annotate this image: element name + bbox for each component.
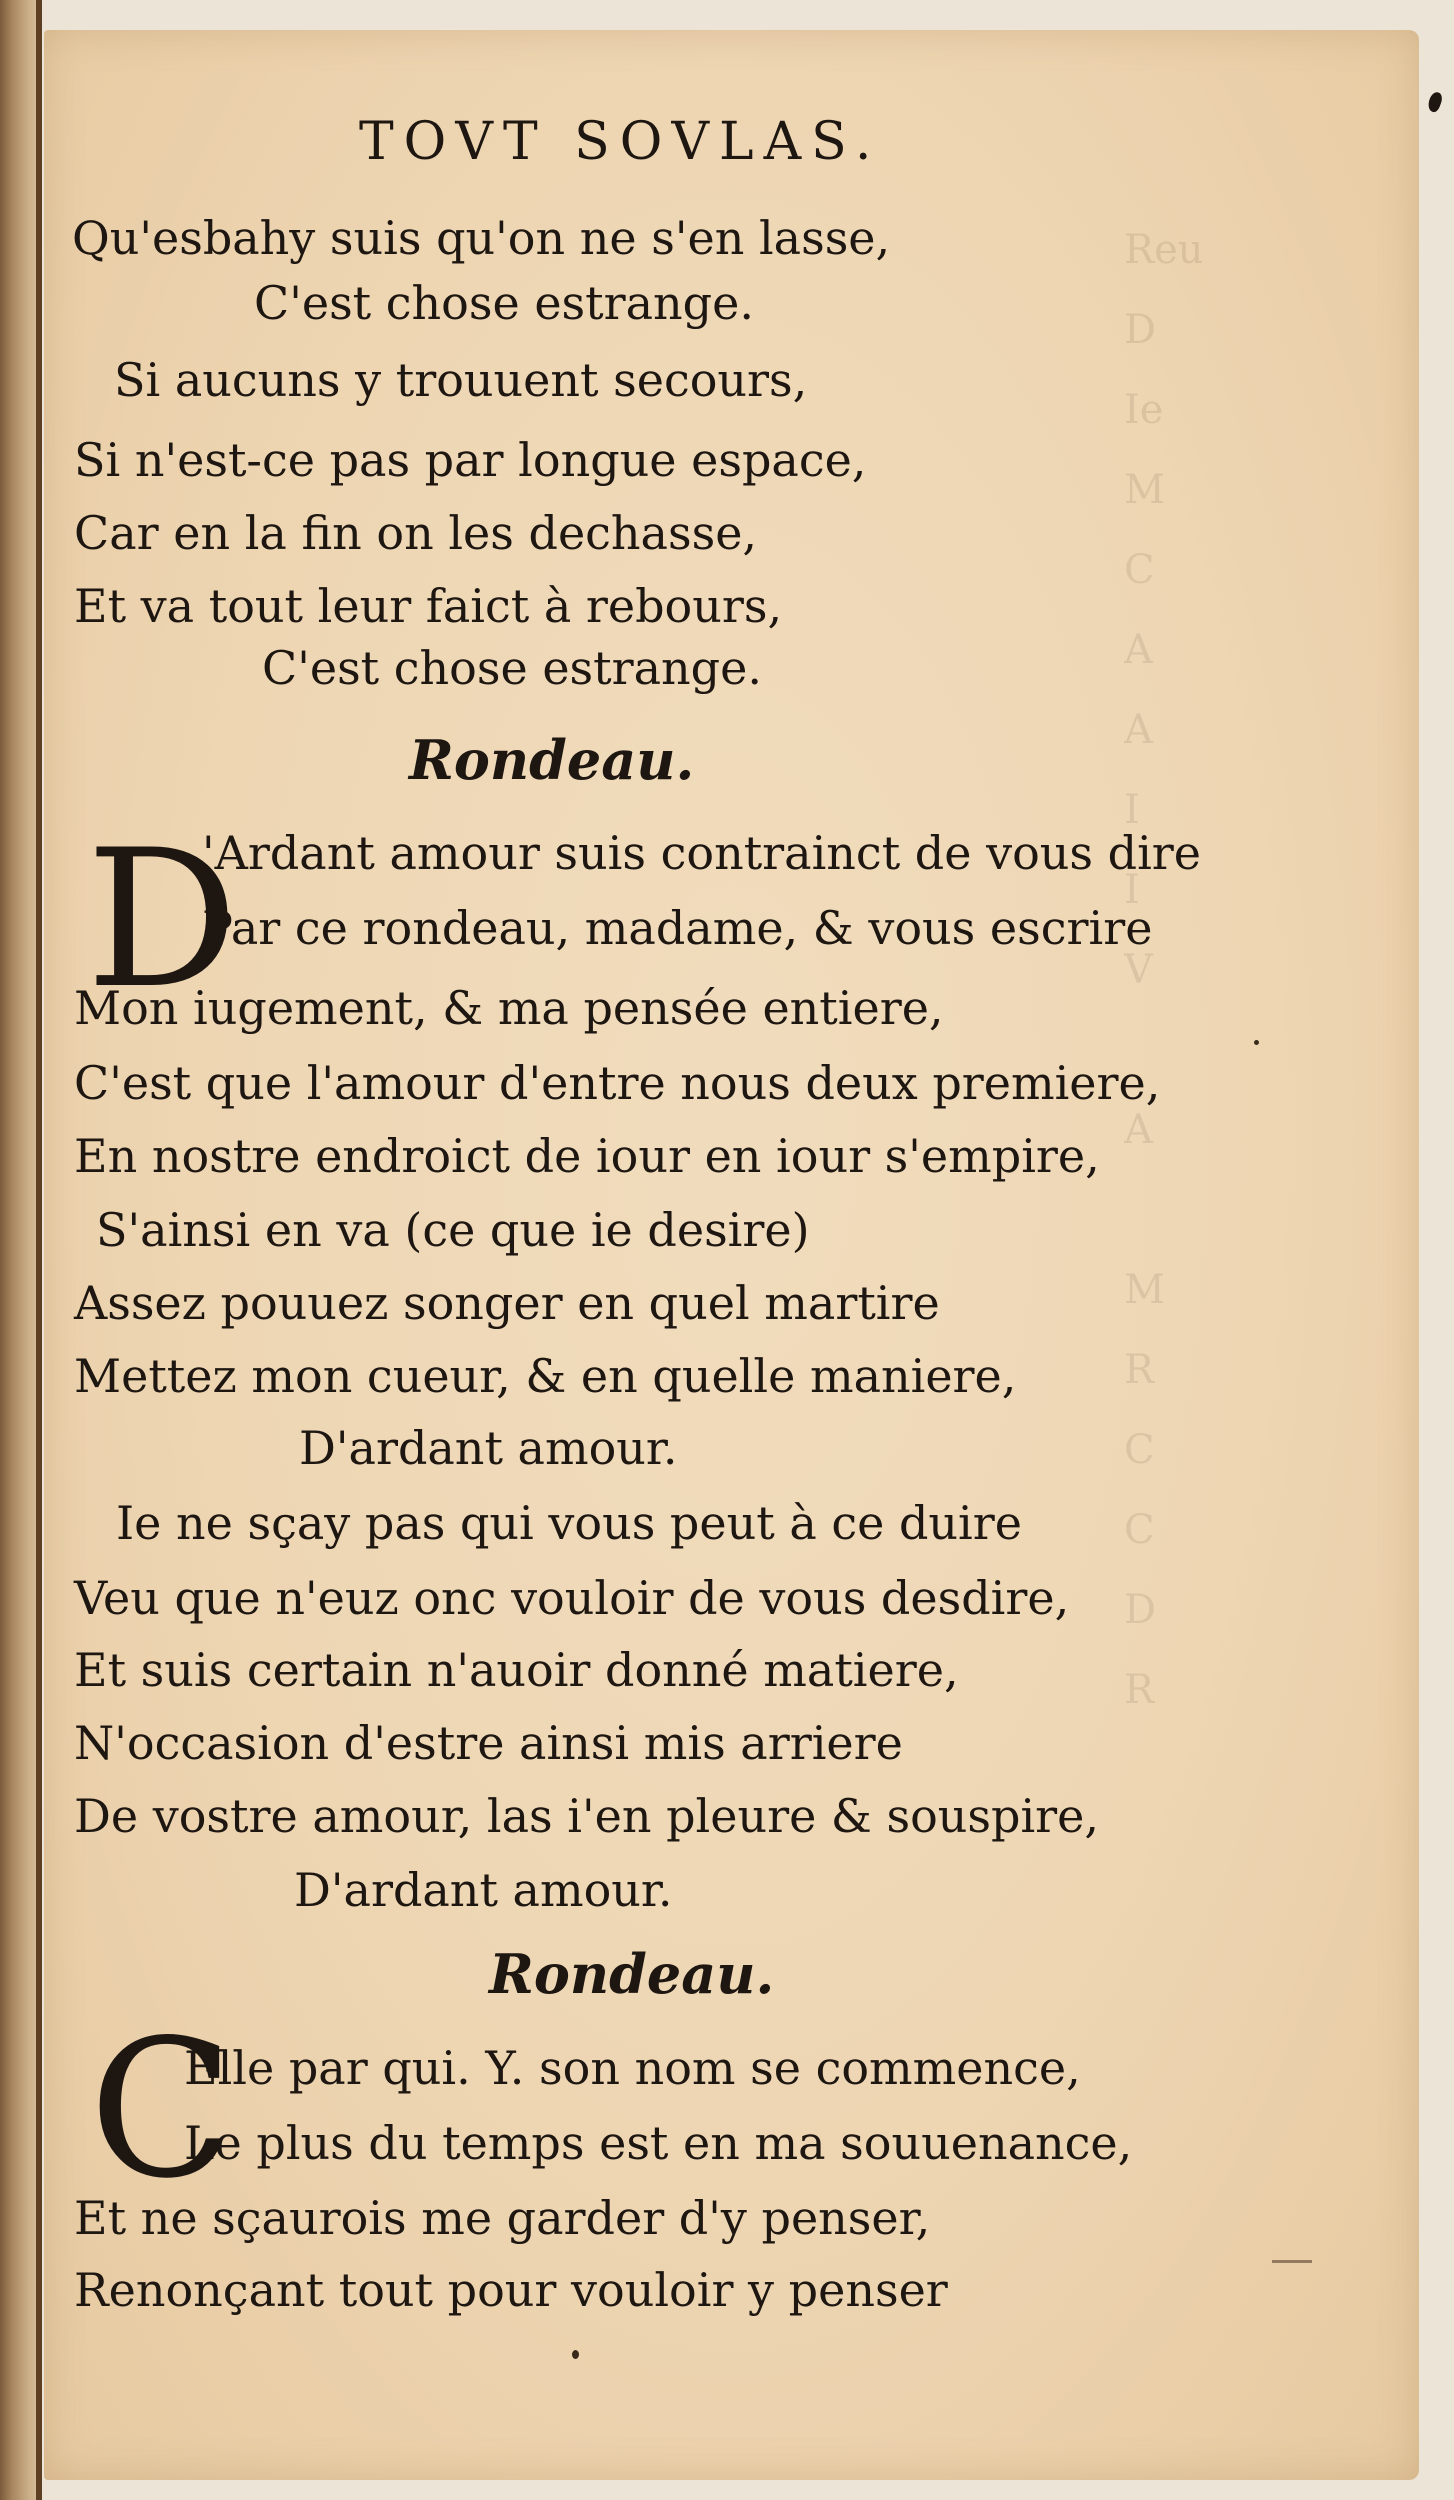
- verse-line: De vostre amour, las i'en pleure & souspire,: [74, 1789, 1100, 1843]
- ink-mark-icon: [1426, 91, 1444, 114]
- verse-line: Elle par qui. Y. son nom se commence,: [184, 2041, 1081, 2095]
- verse-line: Le plus du temps est en ma souuenance,: [184, 2116, 1133, 2170]
- verse-line: D'ardant amour.: [299, 1421, 678, 1475]
- verse-line: Si aucuns y trouuent secours,: [114, 353, 808, 407]
- verse-line: Si n'est-ce pas par longue espace,: [74, 433, 867, 487]
- verse-line: C'est chose estrange.: [262, 641, 762, 695]
- verse-line: Renonçant tout pour vouloir y penser: [74, 2263, 948, 2317]
- drop-capital: C: [89, 1999, 235, 2220]
- verse-line: 'Ardant amour suis contrainct de vous dire: [202, 826, 1201, 880]
- book-gutter: [0, 0, 40, 2500]
- book-page: [44, 30, 1419, 2480]
- verse-line: Mettez mon cueur, & en quelle maniere,: [74, 1349, 1017, 1403]
- verse-line: Assez pouuez songer en quel martire: [74, 1276, 940, 1330]
- section-heading: Rondeau.: [409, 728, 695, 792]
- verse-line: Par ce rondeau, madame, & vous escrire: [202, 901, 1153, 955]
- ink-speck: [1254, 1040, 1259, 1045]
- ink-speck: [572, 2350, 579, 2359]
- verse-line: Car en la fin on les dechasse,: [74, 506, 758, 560]
- verse-line: Veu que n'euz onc vouloir de vous desdire,: [74, 1571, 1070, 1625]
- verse-line: Et va tout leur faict à rebours,: [74, 579, 783, 633]
- verse-line: Qu'esbahy suis qu'on ne s'en lasse,: [72, 211, 891, 265]
- verse-line: Et suis certain n'auoir donné matiere,: [74, 1643, 959, 1697]
- section-heading: Rondeau.: [489, 1942, 775, 2006]
- verse-line: C'est chose estrange.: [254, 276, 754, 330]
- verse-line: C'est que l'amour d'entre nous deux premiere,: [74, 1056, 1161, 1110]
- verse-line: Et ne sçaurois me garder d'y penser,: [74, 2191, 931, 2245]
- bleed-through-text: Reu D Ie M C A A I I V A M R C C D R: [1124, 227, 1204, 1713]
- page-edge: [36, 0, 42, 2500]
- running-head: TOVT SOVLAS.: [359, 112, 882, 172]
- verse-line: Ie ne sçay pas qui vous peut à ce duire: [116, 1496, 1022, 1550]
- verse-line: S'ainsi en va (ce que ie desire): [96, 1203, 810, 1257]
- verse-line: En nostre endroict de iour en iour s'empire,: [74, 1129, 1100, 1183]
- verse-line: Mon iugement, & ma pensée entiere,: [74, 981, 944, 1035]
- margin-mark: [1272, 2260, 1312, 2263]
- verse-line: N'occasion d'estre ainsi mis arriere: [74, 1716, 903, 1770]
- drop-capital: D: [86, 809, 239, 1030]
- verse-line: D'ardant amour.: [294, 1863, 673, 1917]
